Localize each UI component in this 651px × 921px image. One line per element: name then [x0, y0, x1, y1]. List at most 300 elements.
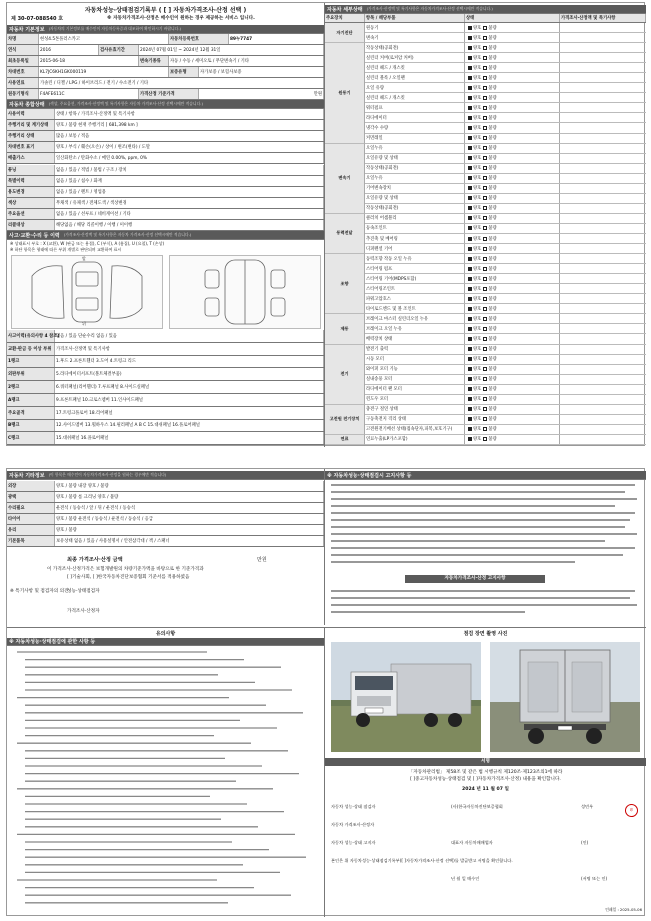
condition-row-label: 주행거리 상태: [7, 131, 55, 141]
status-good: 양호: [473, 367, 482, 373]
condition-row-label: 용도변경: [7, 187, 55, 197]
status-bad: 불량: [488, 296, 497, 302]
checkbox-empty-icon: [483, 146, 487, 150]
detail-item-row: [365, 83, 646, 93]
label-fuel: 사용연료: [7, 78, 39, 88]
checkbox-checked-icon: [468, 56, 472, 60]
sign-row-signature: (서명 또는 인): [581, 876, 608, 881]
accident-row-value: 15.대쉬패널 16.플로어패널: [55, 432, 324, 444]
accident-row: [7, 330, 324, 343]
status-bad: 불량: [488, 377, 497, 383]
detail-item-label: 브레이크 오일 누유: [365, 324, 465, 333]
checkbox-checked-icon: [468, 196, 472, 200]
detail-item-row: [365, 23, 646, 33]
checkbox-checked-icon: [468, 387, 472, 391]
checkbox-checked-icon: [468, 247, 472, 251]
detail-item-note: [560, 244, 646, 253]
detail-item-note: [560, 304, 646, 313]
condition-row: [7, 220, 324, 231]
accident-row-label: C랭크: [7, 432, 55, 444]
checkbox-empty-icon: [483, 86, 487, 90]
detail-item-row: [365, 385, 646, 395]
checkbox-empty-icon: [483, 116, 487, 120]
status-good: 양호: [473, 286, 482, 292]
status-good: 양호: [473, 65, 482, 71]
section-title: 자동차 종합상태: [9, 101, 45, 108]
checkbox-empty-icon: [483, 427, 487, 431]
detail-item-label: 시동 모터: [365, 355, 465, 364]
notice-text-lines: [325, 481, 646, 569]
final-price-label: 최종 가격조사·산정 금액: [67, 557, 123, 563]
accident-row-value: 없음 / 있음 단순수리 없음 / 있음: [55, 330, 324, 342]
status-good: 양호: [473, 125, 482, 131]
checkbox-checked-icon: [468, 427, 472, 431]
detail-item-label: 동력조향 작동 오일 누유: [365, 254, 465, 263]
detail-item-row: [365, 113, 646, 123]
accident-row: [7, 368, 324, 381]
basic-info-section-header: [7, 25, 324, 34]
sign-row-value: 년 월 일 매수인: [451, 876, 480, 881]
value-transmission: 자동 / 수동 / 세미오토 / 무단변속기 / 기타: [169, 56, 324, 66]
status-bad: 불량: [488, 417, 497, 423]
checkbox-checked-icon: [468, 46, 472, 50]
detail-item-status: [465, 365, 560, 374]
basic-row-6: [7, 89, 324, 100]
detail-item-note: [560, 355, 646, 364]
detail-item-label: 윈도우 모터: [365, 395, 465, 404]
detail-item-note: [560, 435, 646, 444]
sign-row: [325, 816, 646, 834]
checkbox-checked-icon: [468, 237, 472, 241]
accident-row-value: 6.쿼터패널(리어휀더) 7.루프패널 8.사이드실패널: [55, 381, 324, 393]
detail-item-note: [560, 264, 646, 273]
accident-legend-note: ※ 하단 항목은 형태에 따른 부위 개별로 판단되며 교환하여 표시: [10, 247, 122, 252]
sign-date: 2024 년 11 월 07 일: [462, 787, 509, 792]
value-vin: KL7JC6KH1GK000119: [39, 67, 169, 77]
checkbox-empty-icon: [483, 337, 487, 341]
checkbox-checked-icon: [468, 297, 472, 301]
condition-row: [7, 120, 324, 131]
detail-item-note: [560, 294, 646, 303]
status-bad: 불량: [488, 246, 497, 252]
basic-row-2: [7, 45, 324, 56]
detail-item-label: 브레이크 마스터 실린더오일 누유: [365, 314, 465, 323]
status-bad: 불량: [488, 166, 497, 172]
status-bad: 불량: [488, 65, 497, 71]
label-transmission: 변속기종류: [139, 56, 169, 66]
detail-item-note: [560, 324, 646, 333]
detail-item-row: [365, 425, 646, 435]
detail-item-label: 스티어링 기어(MDPS포함): [365, 274, 465, 283]
detail-item-row: [365, 204, 646, 214]
status-bad: 불량: [488, 336, 497, 342]
status-bad: 불량: [488, 136, 497, 142]
status-bad: 불량: [488, 286, 497, 292]
detail-item-note: [560, 274, 646, 283]
status-good: 양호: [473, 347, 482, 353]
checkbox-empty-icon: [483, 357, 487, 361]
condition-row: [7, 209, 324, 220]
status-bad: 불량: [488, 196, 497, 202]
detail-item-label: 기어변속장치: [365, 184, 465, 193]
status-good: 양호: [473, 266, 482, 272]
section-title: 사고·교환·수리 등 이력: [9, 232, 60, 239]
etc-info-block: [7, 469, 325, 625]
checkbox-empty-icon: [483, 247, 487, 251]
car-outline-diagram: [12, 256, 162, 328]
status-good: 양호: [473, 377, 482, 383]
status-good: 양호: [473, 166, 482, 172]
checkbox-empty-icon: [483, 166, 487, 170]
checkbox-empty-icon: [483, 76, 487, 80]
detail-item-label: 배력장치 상태: [365, 334, 465, 343]
detail-item-label: 원동기: [365, 23, 465, 32]
status-bad: 불량: [488, 75, 497, 81]
detail-item-status: [465, 415, 560, 424]
detail-item-status: [465, 405, 560, 414]
etc-row-value: 양호 / 불량 룸 크리닝 양호 / 불량: [55, 492, 324, 502]
document-number: 제 30-07-088540 호: [11, 16, 64, 22]
section-subtitle: (가격조사·산정액 및 특기사항은 자동차 가격조사·산정 선택시에만 적습니다.): [63, 232, 192, 237]
accident-row-label: B랭크: [7, 420, 55, 432]
checkbox-empty-icon: [483, 387, 487, 391]
status-bad: 불량: [488, 427, 497, 433]
detail-item-status: [465, 174, 560, 183]
rear-label: 뒤: [82, 321, 86, 326]
detail-item-note: [560, 134, 646, 143]
detail-item-note: [560, 385, 646, 394]
detail-item-note: [560, 284, 646, 293]
detail-item-label: 클러치 어셈블리: [365, 214, 465, 223]
detail-item-note: [560, 43, 646, 52]
detail-item-status: [465, 194, 560, 203]
detail-item-status: [465, 334, 560, 343]
status-bad: 불량: [488, 326, 497, 332]
detail-item-row: [365, 224, 646, 234]
detail-item-note: [560, 103, 646, 112]
caution-sub-header: [7, 638, 324, 646]
detail-item-row: [365, 314, 646, 324]
accident-row-label: 1랭크: [7, 356, 55, 368]
detail-item-label: 오일유량 및 상태: [365, 154, 465, 163]
label-plate: 자동차등록번호: [169, 34, 229, 44]
detail-group-label: 동력전달: [325, 214, 365, 254]
detail-item-label: 실린더 헤드 / 개스킷: [365, 93, 465, 102]
etc-row-label: 외장: [7, 481, 55, 491]
checkbox-empty-icon: [483, 327, 487, 331]
detail-item-status: [465, 435, 560, 444]
detail-item-label: 작동상태(공회전): [365, 204, 465, 213]
accident-row-label: 2랭크: [7, 381, 55, 393]
status-bad: 불량: [488, 176, 497, 182]
section-subtitle: ※ 자동차성능·상태점검에 관한 사항 등: [9, 639, 96, 645]
section-subtitle: (이 항목은 매수인이 자동차가격조사·산정을 원하는 경우에만 적습니다): [48, 472, 167, 477]
status-good: 양호: [473, 85, 482, 91]
status-good: 양호: [473, 95, 482, 101]
detail-item-note: [560, 314, 646, 323]
special-notes-inspector: 성능·상태점검자: [67, 589, 100, 594]
final-note-1: 이 가격조사·산정가격은 보험개발원의 차량기준가액을 바탕으로 한 기준가격과: [47, 567, 204, 572]
notice-block: [325, 469, 646, 625]
detail-item-label: 라디에이터 팬 모터: [365, 385, 465, 394]
detail-item-status: [465, 204, 560, 213]
status-good: 양호: [473, 236, 482, 242]
checkbox-empty-icon: [483, 206, 487, 210]
sign-row-value: 대표자 자동차매매업자: [451, 840, 493, 845]
detail-item-status: [465, 154, 560, 163]
checkbox-checked-icon: [468, 146, 472, 150]
detail-group-label: 원동기: [325, 43, 365, 143]
detail-item-status: [465, 184, 560, 193]
etc-row-label: 수리필요: [7, 503, 55, 513]
label-engine: 원동기형식: [7, 89, 39, 99]
status-bad: 불량: [488, 206, 497, 212]
print-date: 인쇄일 : 2025-05-06: [605, 907, 642, 912]
accident-row: [7, 381, 324, 394]
checkbox-checked-icon: [468, 337, 472, 341]
status-good: 양호: [473, 55, 482, 61]
detail-item-note: [560, 375, 646, 384]
checkbox-empty-icon: [483, 96, 487, 100]
value-engine: F4AFE611C: [39, 89, 139, 99]
appraisal-notice-lines: [325, 587, 646, 621]
value-warranty: 자가보증 / 보험사보증: [199, 67, 324, 77]
condition-row-value: 많음 / 보통 / 적음: [55, 131, 324, 141]
section-subtitle: (자동차의 기본정보를 매수인이 자동차등록증과 대조하여 확인하시기 바랍니다.): [48, 26, 182, 31]
car-frame-diagram: [170, 256, 320, 328]
detail-item-row: [365, 365, 646, 375]
status-bad: 불량: [488, 156, 497, 162]
condition-row-value: 해당없음 / 해당 리콜이행 / 이행 / 미이행: [55, 220, 324, 230]
detail-item-note: [560, 254, 646, 263]
status-bad: 불량: [488, 226, 497, 232]
sign-row: [325, 798, 646, 816]
label-first-registration: 최초등록일: [7, 56, 39, 66]
detail-item-label: 타이로드엔드 및 볼 조인트: [365, 304, 465, 313]
sign-row-signature: 성민우: [581, 804, 594, 809]
detail-item-status: [465, 324, 560, 333]
value-car-name: 현성4.5톤플러스카고: [39, 34, 169, 44]
condition-row-label: 주행거리 및 계기상태: [7, 120, 55, 130]
status-good: 양호: [473, 427, 482, 433]
accident-row-label: 외판부위: [7, 368, 55, 380]
detail-item-row: [365, 304, 646, 314]
detail-item-status: [465, 23, 560, 32]
checkbox-checked-icon: [468, 116, 472, 120]
detail-item-status: [465, 425, 560, 434]
status-good: 양호: [473, 75, 482, 81]
status-bad: 불량: [488, 216, 497, 222]
detail-item-status: [465, 355, 560, 364]
status-bad: 불량: [488, 146, 497, 152]
detail-item-note: [560, 63, 646, 72]
detail-item-note: [560, 83, 646, 92]
checkbox-checked-icon: [468, 156, 472, 160]
condition-row-label: 리콜대상: [7, 220, 55, 230]
value-plate: 89누7747: [229, 34, 324, 44]
detail-item-status: [465, 53, 560, 62]
detail-item-label: 구동축전지 격리 상태: [365, 415, 465, 424]
condition-row-value: 없음 / 있음 / 렌트 / 영업용: [55, 187, 324, 197]
detail-item-label: 실린더 커버(로커암 커버): [365, 53, 465, 62]
label-base-price: 가격산정 기준가격: [139, 89, 199, 99]
status-good: 양호: [473, 316, 482, 322]
etc-section-header: [7, 471, 324, 480]
status-bad: 불량: [488, 347, 497, 353]
detail-item-row: [365, 274, 646, 284]
detail-item-row: [365, 194, 646, 204]
col-header-status: 상태: [465, 14, 560, 22]
car-diagram-frame: [169, 255, 321, 329]
detail-item-note: [560, 174, 646, 183]
detail-item-label: 스티어링 펌프: [365, 264, 465, 273]
status-good: 양호: [473, 216, 482, 222]
special-notes-appraiser: 가격조사·산정자: [67, 609, 100, 614]
detail-item-row: [365, 43, 646, 53]
checkbox-empty-icon: [483, 267, 487, 271]
detail-item-row: [365, 154, 646, 164]
detail-item-row: [365, 93, 646, 103]
checkbox-checked-icon: [468, 347, 472, 351]
detail-item-row: [365, 144, 646, 154]
checkbox-empty-icon: [483, 216, 487, 220]
checkbox-checked-icon: [468, 277, 472, 281]
detail-item-status: [465, 33, 560, 42]
checkbox-checked-icon: [468, 216, 472, 220]
basic-row-3: [7, 56, 324, 67]
service-notice: ※ 자동차가격조사·산정은 매수인이 원하는 경우 제공하는 서비스 입니다.: [107, 16, 255, 21]
detail-item-status: [465, 284, 560, 293]
detail-item-label: 고전원전기배선 상태(접속단자,피복,보호기구): [365, 425, 465, 434]
accident-row-label: 주요골격: [7, 407, 55, 419]
etc-row-label: 기본품목: [7, 536, 55, 546]
detail-group-label: 고전원 전기장치: [325, 405, 365, 435]
inspection-record-page-2: [6, 468, 645, 916]
condition-row: [7, 165, 324, 176]
section-title: 자동차 기타정보: [9, 472, 45, 479]
detail-item-note: [560, 23, 646, 32]
status-good: 양호: [473, 105, 482, 111]
status-bad: 불량: [488, 115, 497, 121]
checkbox-empty-icon: [483, 277, 487, 281]
etc-row-value: 운전석 / 동승석 / 앞 / 뒤 / 운전석 / 동승석: [55, 503, 324, 513]
section-title: 자동차 기본정보: [9, 26, 45, 33]
detail-item-status: [465, 144, 560, 153]
detail-item-label: 파워고압호스: [365, 294, 465, 303]
detail-item-label: 실린더 블록 / 오일팬: [365, 73, 465, 82]
sign-row: [325, 834, 646, 852]
status-good: 양호: [473, 336, 482, 342]
sign-row-label: 자동차 성능·상태 고지자: [331, 840, 376, 845]
appraisal-notice-header: 자동차가격조사·산정 고지사항: [405, 575, 545, 583]
detail-item-note: [560, 123, 646, 132]
value-price-unit: 만원: [199, 89, 324, 99]
label-warranty: 보증유형: [169, 67, 199, 77]
condition-row-value: 무채색 / 유채색 / 전체도색 / 색상변경: [55, 198, 324, 208]
checkbox-empty-icon: [483, 186, 487, 190]
sign-row: [325, 870, 646, 888]
detail-item-note: [560, 365, 646, 374]
status-good: 양호: [473, 146, 482, 152]
detail-item-note: [560, 425, 646, 434]
detail-item-row: [365, 53, 646, 63]
condition-row-label: 특별이력: [7, 176, 55, 186]
checkbox-empty-icon: [483, 36, 487, 40]
detail-item-note: [560, 214, 646, 223]
sign-row-value: (사)한국자동차진단보증협회: [451, 804, 503, 809]
accident-legend: ※ 상태표시 부호 : X (교환), W (판금 또는 용접), C (부식), A (흠집), U (요철), T (손상): [10, 241, 165, 246]
detail-item-row: [365, 334, 646, 344]
checkbox-empty-icon: [483, 106, 487, 110]
checkbox-checked-icon: [468, 307, 472, 311]
status-bad: 불량: [488, 95, 497, 101]
value-year: 2016: [39, 45, 99, 55]
detail-group-label: 전기: [325, 345, 365, 405]
accident-row-value: 9.프론트패널 10.크로스멤버 11.인사이드패널: [55, 394, 324, 406]
detail-item-note: [560, 395, 646, 404]
detail-item-note: [560, 234, 646, 243]
etc-row: [7, 525, 324, 536]
checkbox-checked-icon: [468, 226, 472, 230]
status-bad: 불량: [488, 105, 497, 111]
checkbox-empty-icon: [483, 397, 487, 401]
sign-row-label: 본인은 위 자동차성능·상태점검기록부([ ]자동차가격조사·산정 선택)를 발급받고 서명을 확인합니다.: [331, 858, 513, 863]
status-good: 양호: [473, 407, 482, 413]
checkbox-checked-icon: [468, 26, 472, 30]
etc-row-label: 타이어: [7, 514, 55, 524]
detail-item-label: 추진축 및 베어링: [365, 234, 465, 243]
detail-item-row: [365, 33, 646, 43]
etc-row-value: 보유상태 없음 / 있음 / 사용설명서 / 안전삼각대 / 잭 / 스패너: [55, 536, 324, 546]
status-bad: 불량: [488, 276, 497, 282]
sign-row-label: 자동차 가격조사·산정자: [331, 822, 375, 827]
basic-row-4: [7, 67, 324, 78]
detail-item-row: [365, 254, 646, 264]
accident-row: [7, 356, 324, 369]
status-good: 양호: [473, 196, 482, 202]
detail-item-row: [365, 73, 646, 83]
detail-item-row: [365, 284, 646, 294]
etc-row: [7, 481, 324, 492]
etc-row-value: 양호 / 불량 내장 양호 / 불량: [55, 481, 324, 491]
status-bad: 불량: [488, 316, 497, 322]
detail-item-status: [465, 73, 560, 82]
checkbox-empty-icon: [483, 347, 487, 351]
detail-item-note: [560, 334, 646, 343]
status-bad: 불량: [488, 55, 497, 61]
detail-group-label: 변속기: [325, 144, 365, 214]
detail-item-row: [365, 345, 646, 355]
checkbox-checked-icon: [468, 76, 472, 80]
detail-item-note: [560, 33, 646, 42]
car-diagram-exterior: [11, 255, 163, 329]
final-price-unit: 만원: [257, 557, 267, 563]
detail-item-status: [465, 244, 560, 253]
detail-item-note: [560, 345, 646, 354]
basic-row-1: [7, 34, 324, 45]
detail-item-note: [560, 154, 646, 163]
condition-row: [7, 131, 324, 142]
status-bad: 불량: [488, 387, 497, 393]
detail-item-label: 스티어링조인트: [365, 284, 465, 293]
final-note-2: [ ]기술사회, [ ]한국자동차진단보증협회 기준서를 적용하였음: [67, 575, 190, 580]
detail-section-header: [325, 5, 646, 14]
condition-row-value: 상태 / 항목 / 가격조사·산정액 및 특기사항: [55, 109, 324, 119]
detail-item-row: [365, 395, 646, 405]
detail-item-row: [365, 244, 646, 254]
notice-section-header: [325, 471, 646, 480]
status-bad: 불량: [488, 256, 497, 262]
